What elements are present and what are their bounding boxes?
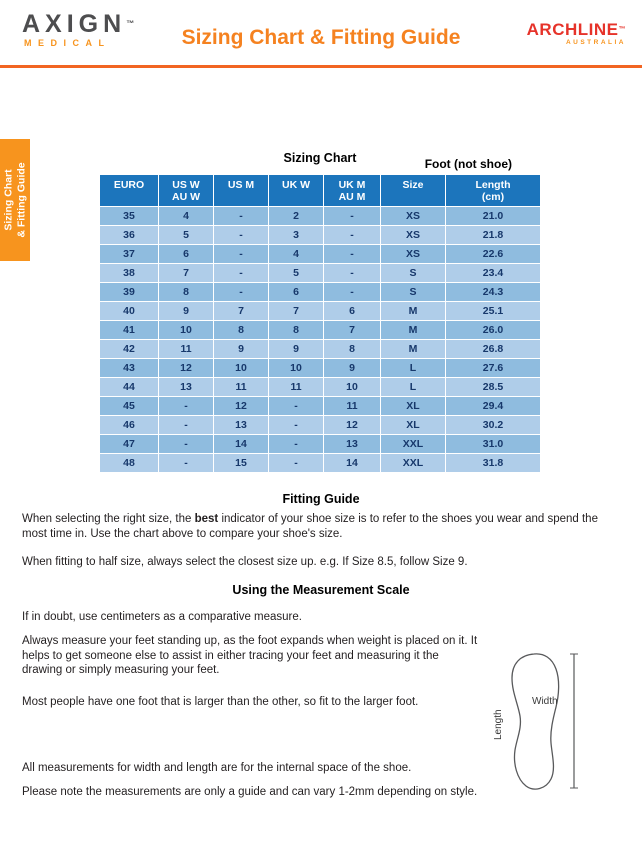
sizing-table-head bbox=[100, 175, 540, 207]
table-cell: - bbox=[269, 454, 324, 473]
fitting-guide-title: Fitting Guide bbox=[282, 492, 360, 506]
table-cell: 39 bbox=[100, 283, 159, 302]
table-cell: 11 bbox=[324, 397, 381, 416]
column-header: US W AU W bbox=[159, 175, 214, 207]
table-cell: XS bbox=[381, 226, 446, 245]
table-cell: 48 bbox=[100, 454, 159, 473]
table-cell: 8 bbox=[159, 283, 214, 302]
measurement-paragraph-2: Always measure your feet standing up, as the foot expands when weight is placed on it. It helps to get someone else to assist in either tracing your feet and measuring it the drawing or simply measuring your feet. bbox=[22, 635, 478, 676]
side-tab-label bbox=[3, 162, 28, 237]
table-cell: 11 bbox=[214, 378, 269, 397]
table-cell: 7 bbox=[159, 264, 214, 283]
archline-logo bbox=[527, 21, 626, 46]
header-row bbox=[100, 175, 540, 207]
table-cell: XL bbox=[381, 397, 446, 416]
table-cell: - bbox=[269, 416, 324, 435]
table-cell: - bbox=[159, 397, 214, 416]
archline-country: AUSTRALIA bbox=[565, 39, 626, 46]
table-cell: 44 bbox=[100, 378, 159, 397]
measurement-paragraph-1: If in doubt, use centimeters as a comparative measure. bbox=[22, 611, 302, 623]
table-row bbox=[100, 340, 540, 359]
table-cell: 13 bbox=[324, 435, 381, 454]
table-row bbox=[100, 397, 540, 416]
table-cell: 45 bbox=[100, 397, 159, 416]
table-cell: 7 bbox=[269, 302, 324, 321]
table-cell: 31.8 bbox=[446, 454, 541, 473]
table-row bbox=[100, 435, 540, 454]
fitting-paragraph-2: When fitting to half size, always select the closest size up. e.g. If Size 8.5, follow Size 9. bbox=[22, 556, 468, 568]
table-cell: 26.0 bbox=[446, 321, 541, 340]
table-cell: 13 bbox=[214, 416, 269, 435]
side-tab bbox=[0, 139, 30, 261]
table-cell: - bbox=[159, 454, 214, 473]
table-cell: 22.6 bbox=[446, 245, 541, 264]
table-cell: 5 bbox=[269, 264, 324, 283]
table-cell: 9 bbox=[269, 340, 324, 359]
table-cell: M bbox=[381, 340, 446, 359]
table-cell: - bbox=[214, 207, 269, 226]
column-header: US M bbox=[214, 175, 269, 207]
table-cell: 6 bbox=[324, 302, 381, 321]
table-cell: M bbox=[381, 302, 446, 321]
table-row bbox=[100, 454, 540, 473]
table-cell: 47 bbox=[100, 435, 159, 454]
table-cell: 9 bbox=[324, 359, 381, 378]
table-cell: - bbox=[324, 226, 381, 245]
fitting-p1-after: indicator of your shoe size is to refer to the shoes you wear and spend the most time in. Use the chart above to compare your shoe's size. bbox=[22, 513, 598, 540]
table-cell: XL bbox=[381, 416, 446, 435]
table-cell: 3 bbox=[269, 226, 324, 245]
table-cell: 7 bbox=[324, 321, 381, 340]
table-cell: 12 bbox=[324, 416, 381, 435]
measurement-paragraph-3: Most people have one foot that is larger than the other, so fit to the larger foot. bbox=[22, 696, 419, 708]
axign-name: AXIGN bbox=[22, 10, 127, 38]
table-cell: 42 bbox=[100, 340, 159, 359]
table-cell: 12 bbox=[159, 359, 214, 378]
table-cell: 4 bbox=[269, 245, 324, 264]
table-cell: 28.5 bbox=[446, 378, 541, 397]
width-label: Width bbox=[532, 696, 558, 707]
table-cell: 36 bbox=[100, 226, 159, 245]
archline-name bbox=[527, 21, 626, 39]
table-cell: 31.0 bbox=[446, 435, 541, 454]
table-cell: - bbox=[214, 226, 269, 245]
table-cell: 10 bbox=[324, 378, 381, 397]
column-header: EURO bbox=[100, 175, 159, 207]
table-cell: M bbox=[381, 321, 446, 340]
table-row bbox=[100, 226, 540, 245]
archline-tm: ™ bbox=[618, 26, 626, 33]
axign-tm: ™ bbox=[126, 19, 135, 28]
table-cell: - bbox=[159, 435, 214, 454]
table-cell: - bbox=[214, 245, 269, 264]
table-cell: - bbox=[159, 416, 214, 435]
table-cell: 10 bbox=[214, 359, 269, 378]
table-row bbox=[100, 416, 540, 435]
table-cell: 8 bbox=[269, 321, 324, 340]
table-cell: 6 bbox=[159, 245, 214, 264]
table-cell: XXL bbox=[381, 435, 446, 454]
table-cell: 14 bbox=[214, 435, 269, 454]
table-cell: 29.4 bbox=[446, 397, 541, 416]
table-cell: 38 bbox=[100, 264, 159, 283]
table-cell: - bbox=[214, 283, 269, 302]
column-header: Size bbox=[381, 175, 446, 207]
sizing-chart-title: Sizing Chart bbox=[283, 151, 357, 165]
table-cell: 10 bbox=[269, 359, 324, 378]
table-cell: XXL bbox=[381, 454, 446, 473]
table-row bbox=[100, 283, 540, 302]
table-cell: 13 bbox=[159, 378, 214, 397]
table-cell: 8 bbox=[214, 321, 269, 340]
table-cell: 11 bbox=[159, 340, 214, 359]
table-cell: 15 bbox=[214, 454, 269, 473]
table-row bbox=[100, 264, 540, 283]
table-cell: - bbox=[324, 264, 381, 283]
table-cell: 10 bbox=[159, 321, 214, 340]
table-row bbox=[100, 321, 540, 340]
table-cell: 8 bbox=[324, 340, 381, 359]
table-cell: - bbox=[214, 264, 269, 283]
archline-text: ARCHLINE bbox=[526, 20, 619, 39]
measurement-scale-title: Using the Measurement Scale bbox=[232, 583, 410, 597]
table-cell: 26.8 bbox=[446, 340, 541, 359]
table-cell: 2 bbox=[269, 207, 324, 226]
table-cell: 6 bbox=[269, 283, 324, 302]
table-cell: 43 bbox=[100, 359, 159, 378]
table-cell: - bbox=[324, 245, 381, 264]
table-cell: 24.3 bbox=[446, 283, 541, 302]
column-header: UK M AU M bbox=[324, 175, 381, 207]
table-cell: XS bbox=[381, 245, 446, 264]
table-cell: XS bbox=[381, 207, 446, 226]
table-cell: L bbox=[381, 378, 446, 397]
table-cell: 21.0 bbox=[446, 207, 541, 226]
table-cell: L bbox=[381, 359, 446, 378]
table-row bbox=[100, 207, 540, 226]
table-cell: 7 bbox=[214, 302, 269, 321]
fitting-p1-bold: best bbox=[194, 513, 219, 525]
table-cell: 5 bbox=[159, 226, 214, 245]
measurement-paragraph-4: All measurements for width and length are for the internal space of the shoe. bbox=[22, 762, 412, 774]
length-label: Length bbox=[493, 709, 504, 740]
table-cell: 9 bbox=[159, 302, 214, 321]
table-cell: 4 bbox=[159, 207, 214, 226]
axign-logo-sub: MEDICAL bbox=[24, 38, 111, 48]
column-header: Length (cm) bbox=[446, 175, 541, 207]
column-header: UK W bbox=[269, 175, 324, 207]
table-row bbox=[100, 245, 540, 264]
table-cell: 21.8 bbox=[446, 226, 541, 245]
header bbox=[0, 0, 642, 68]
table-cell: 12 bbox=[214, 397, 269, 416]
table-row bbox=[100, 359, 540, 378]
table-cell: - bbox=[324, 207, 381, 226]
table-cell: 35 bbox=[100, 207, 159, 226]
table-cell: 30.2 bbox=[446, 416, 541, 435]
table-cell: 46 bbox=[100, 416, 159, 435]
table-row bbox=[100, 378, 540, 397]
table-cell: 23.4 bbox=[446, 264, 541, 283]
table-row bbox=[100, 302, 540, 321]
sizing-table bbox=[100, 174, 540, 472]
side-tab-line1: Sizing Chart bbox=[2, 169, 15, 231]
table-cell: 9 bbox=[214, 340, 269, 359]
table-cell: - bbox=[269, 435, 324, 454]
table-cell: - bbox=[324, 283, 381, 302]
table-cell: S bbox=[381, 264, 446, 283]
table-cell: S bbox=[381, 283, 446, 302]
fitting-p1-before: When selecting the right size, the bbox=[22, 513, 195, 525]
sizing-table-body bbox=[100, 207, 540, 473]
page-title: Sizing Chart & Fitting Guide bbox=[181, 26, 461, 49]
table-cell: 27.6 bbox=[446, 359, 541, 378]
table-cell: 11 bbox=[269, 378, 324, 397]
table-cell: 25.1 bbox=[446, 302, 541, 321]
measurement-paragraph-5: Please note the measurements are only a guide and can vary 1-2mm depending on style. bbox=[22, 786, 478, 798]
fitting-paragraph-1 bbox=[22, 512, 620, 541]
side-tab-line2: & Fitting Guide bbox=[15, 162, 27, 238]
foot-not-shoe-label: Foot (not shoe) bbox=[424, 157, 512, 171]
table-cell: 40 bbox=[100, 302, 159, 321]
table-cell: 14 bbox=[324, 454, 381, 473]
table-cell: - bbox=[269, 397, 324, 416]
table-cell: 37 bbox=[100, 245, 159, 264]
table-cell: 41 bbox=[100, 321, 159, 340]
